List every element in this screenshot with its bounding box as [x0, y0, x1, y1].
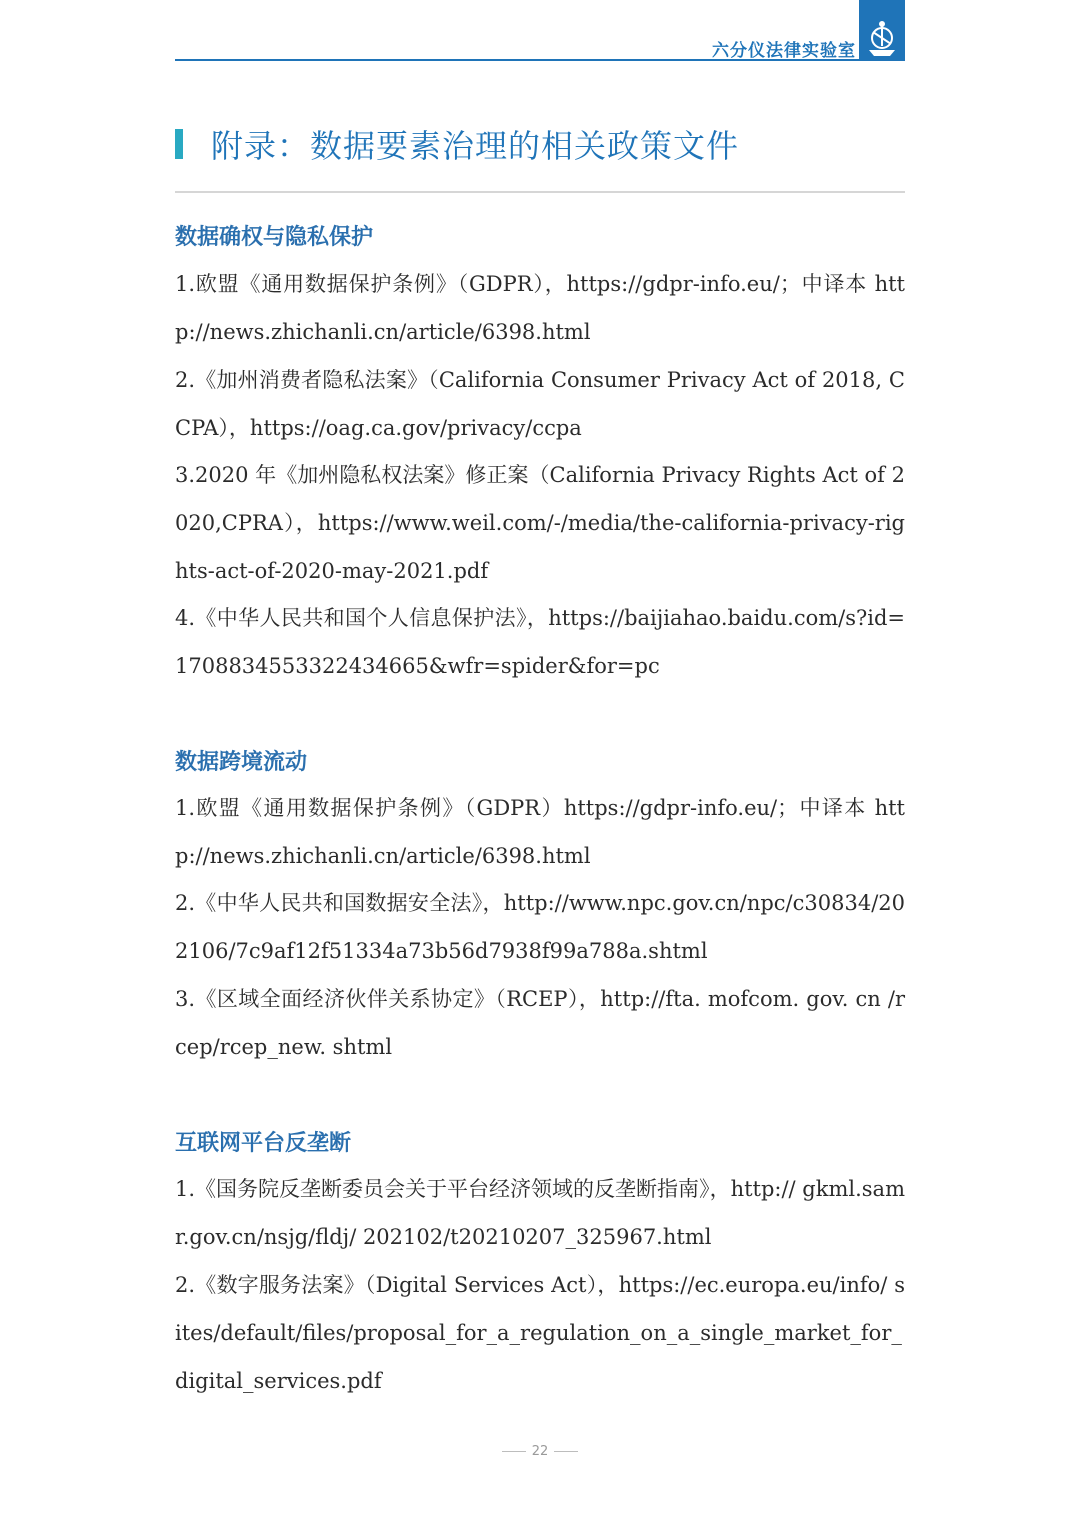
title-divider — [175, 191, 905, 193]
list-item: 3.《区域全面经济伙伴关系协定》（RCEP），http://fta. mofcom. gov. cn /rcep/rcep_new. shtml — [175, 987, 905, 1059]
page-title: 附录：数据要素治理的相关政策文件 — [211, 127, 740, 165]
list-item: 2.《数字服务法案》（Digital Services Act），https://ec.europa.eu/info/ sites/default/files/proposal_for_a_regulation_on_a_single_market_for_ digital_services.pdf — [175, 1273, 905, 1393]
list-item: 1.欧盟《通用数据保护条例》（GDPR）https://gdpr-info.eu/；中译本 http://news.zhichanli.cn/article/6398.html — [175, 796, 905, 868]
list-item: 2.《加州消费者隐私法案》（California Consumer Privacy Act of 2018, CCPA），https://oag.ca.gov/privacy/ccpa — [175, 368, 905, 440]
page-number-text: 22 — [531, 1444, 549, 1459]
sextant-logo-icon — [859, 0, 905, 61]
footer-dash-left — [502, 1451, 526, 1452]
page-number — [0, 1444, 1080, 1459]
list-item: 2.《中华人民共和国数据安全法》，http://www.npc.gov.cn/npc/c30834/202106/7c9af12f51334a73b56d7938f99a788a.shtml — [175, 891, 905, 963]
title-accent-bar — [175, 129, 183, 159]
list-item: 4.《中华人民共和国个人信息保护法》，https://baijiahao.baidu.com/s?id=1708834553322434665&wfr=spider&for=pc — [175, 606, 905, 678]
list-item: 3.2020 年《加州隐私权法案》修正案（California Privacy Rights Act of 2020,CPRA），https://www.weil.com/-/media/the-california-privacy-rights-act-of-2020-may-2021.pdf — [175, 463, 905, 583]
footer-dash-right — [554, 1451, 578, 1452]
section-heading-antitrust: 互联网平台反垄断 — [175, 1131, 352, 1156]
section-heading-cross-border: 数据跨境流动 — [175, 750, 308, 775]
brand-name: 六分仪法律实验室 — [712, 41, 856, 61]
list-item: 1.《国务院反垄断委员会关于平台经济领域的反垄断指南》，http:// gkml.samr.gov.cn/nsjg/fldj/ 202102/t20210207_325967.html — [175, 1177, 905, 1249]
section-heading-data-rights: 数据确权与隐私保护 — [175, 225, 374, 250]
list-item: 1.欧盟《通用数据保护条例》（GDPR），https://gdpr-info.eu/；中译本 http://news.zhichanli.cn/article/6398.html — [175, 272, 905, 344]
